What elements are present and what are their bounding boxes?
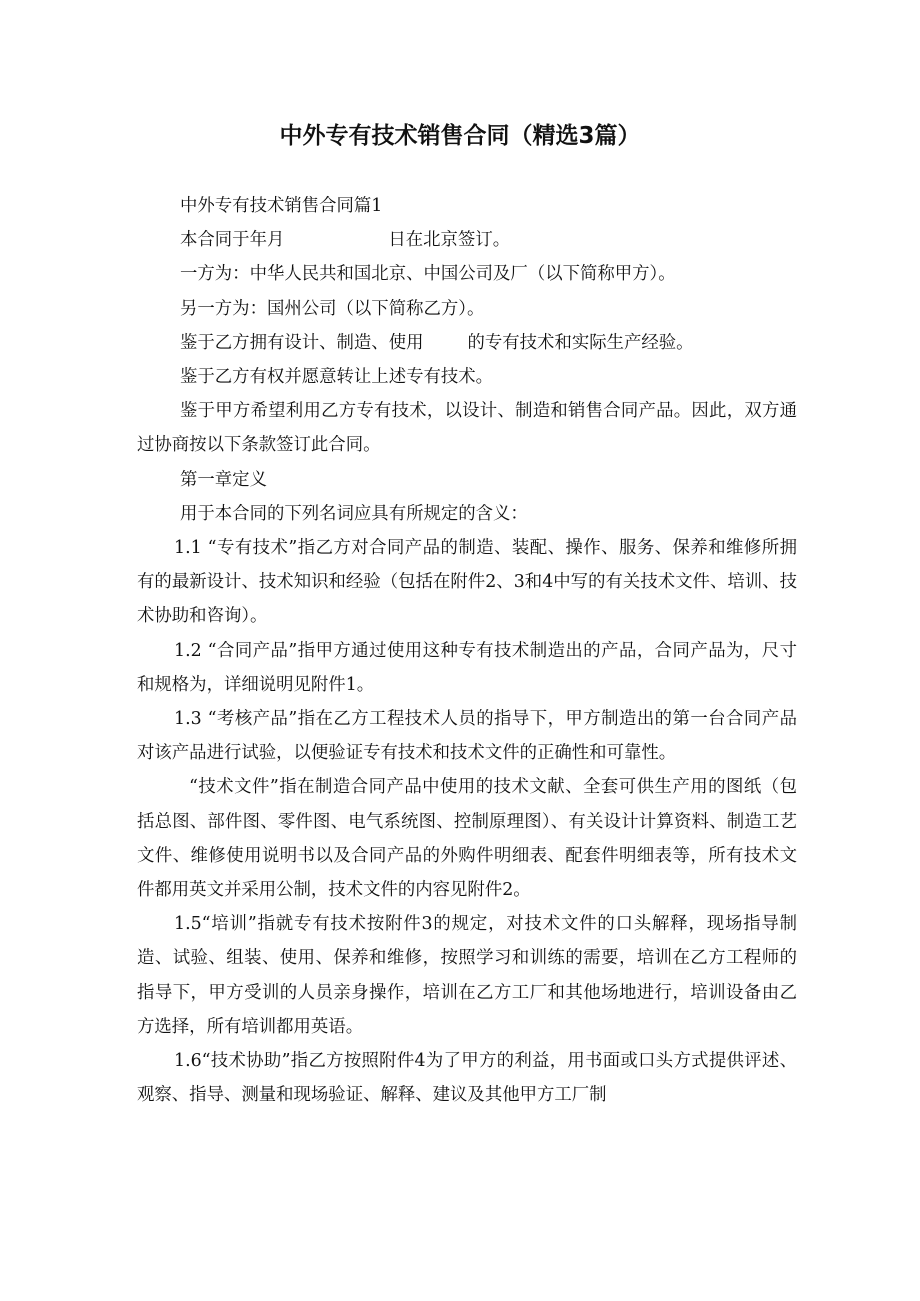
paragraph-text: 的专有技术和实际生产经验。 bbox=[467, 332, 694, 353]
clause-1-3: 1.3 “考核产品”指在乙方工程技术人员的指导下，甲方制造出的第一台合同产品对该产品进行试验，以便验证专有技术和技术文件的正确性和可靠性。 bbox=[137, 709, 797, 764]
section-heading: 中外专有技术销售合同篇1 bbox=[180, 196, 383, 216]
clause-technical-documents: “技术文件”指在制造合同产品中使用的技术文献、全套可供生产用的图纸（包括总图、部件图、零件图、电气系统图、控制原理图）、有关设计计算资料、制造工艺文件、维修使用说明书以及合同产品的外购件明细表、配套件明细表等，所有技术文件都用英文并采用公制，技术文件的内容见附件2。 bbox=[137, 777, 797, 901]
clause-1-6: 1.6“技术协助”指乙方按照附件4为了甲方的利益，用书面或口头方式提供评述、观察、指导、测量和现场验证、解释、建议及其他甲方工厂制 bbox=[137, 1051, 797, 1106]
document-body bbox=[137, 189, 797, 1112]
paragraph: 用于本合同的下列名词应具有所规定的含义： bbox=[180, 503, 528, 524]
clause-1-5: 1.5“培训”指就专有技术按附件3的规定，对技术文件的口头解释，现场指导制造、试验、组装、使用、保养和维修，按照学习和训练的需要，培训在乙方工程师的指导下，甲方受训的人员亲身操作，培训在乙方工厂和其他场地进行，培训设备由乙方选择，所有培训都用英语。 bbox=[137, 914, 797, 1037]
paragraph bbox=[180, 326, 797, 360]
paragraph: 鉴于乙方有权并愿意转让上述专有技术。 bbox=[180, 367, 494, 388]
paragraph bbox=[180, 223, 797, 257]
paragraph-text: 日在北京签订。 bbox=[388, 230, 511, 251]
clause-1-2: 1.2 “合同产品”指甲方通过使用这种专有技术制造出的产品，合同产品为，尺寸和规格为，详细说明见附件1。 bbox=[137, 640, 797, 695]
paragraph-text: 本合同于年月 bbox=[180, 230, 285, 251]
paragraph: 鉴于甲方希望利用乙方专有技术，以设计、制造和销售合同产品。因此，双方通过协商按以下条款签订此合同。 bbox=[137, 401, 797, 456]
clause-1-1: 1.1 “专有技术”指乙方对合同产品的制造、装配、操作、服务、保养和维修所拥有的最新设计、技术知识和经验（包括在附件2、3和4中写的有关技术文件、培训、技术协助和咨询）。 bbox=[137, 538, 797, 627]
chapter-heading: 第一章定义 bbox=[180, 469, 267, 490]
paragraph: 一方为：中华人民共和国北京、中国公司及厂（以下简称甲方）。 bbox=[180, 264, 676, 285]
document-title: 中外专有技术销售合同（精选3篇） bbox=[279, 123, 641, 149]
paragraph: 另一方为：国州公司（以下简称乙方）。 bbox=[180, 298, 485, 319]
paragraph-text: 鉴于乙方拥有设计、制造、使用 bbox=[180, 332, 424, 353]
